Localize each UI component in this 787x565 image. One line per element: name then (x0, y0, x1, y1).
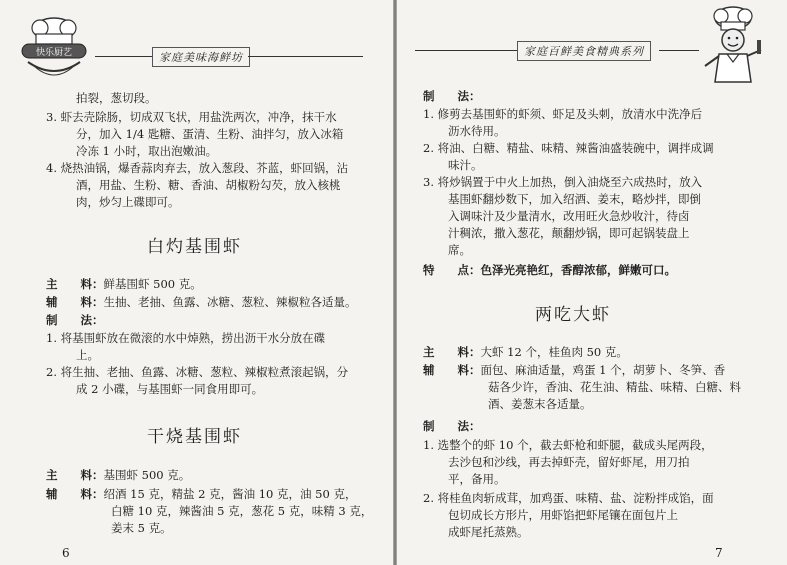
header-rule-left (415, 50, 519, 51)
method-label: 制 法： (423, 419, 481, 433)
step-line: 2. 将油、白糖、精盐、味精、辣酱油盛装碗中，调拌成调 (423, 141, 714, 155)
feature-label: 特 点： (423, 263, 481, 277)
aux-ingredient-text: 酒、姜葱末各适量。 (488, 397, 592, 411)
header-title: 家庭百鲜美食精典系列 (517, 41, 651, 61)
page-number: 7 (715, 546, 723, 560)
aux-ingredient-text: 姜末 5 克。 (111, 521, 172, 535)
method-label: 制 法： (46, 313, 104, 327)
aux-ingredient-text: 绍酒 15 克，精盐 2 克，酱油 10 克，油 50 克， (103, 487, 357, 501)
aux-ingredient-text: 白糖 10 克，辣酱油 5 克，葱花 5 克，味精 3 克， (111, 504, 373, 518)
chef-hat-logo-icon (18, 14, 90, 84)
step-line: 包切成长方形片，用虾馅把虾尾镶在面包片上 (448, 508, 678, 522)
text-line: 肉，炒匀上碟即可。 (76, 195, 180, 209)
step-line: 2. 将桂鱼肉斩成茸，加鸡蛋、味精、盐、淀粉拌成馅，面 (423, 491, 714, 505)
main-ingredient-text: 大虾 12 个，桂鱼肉 50 克。 (480, 345, 628, 359)
main-ingredient-label: 主 料： (46, 468, 104, 482)
step-line: 入调味汁及少量清水，改用旺火急炒收汁，待卤 (448, 209, 690, 223)
text-line: 拍裂，葱切段。 (76, 91, 157, 105)
aux-ingredient-text: 面包、麻油适量，鸡蛋 1 个，胡萝卜、冬笋、香 (480, 363, 726, 377)
section-title: 白灼基围虾 (147, 237, 242, 257)
step-line: 汁稠浓，撒入葱花，颠翻炒锅，即可起锅装盘上 (448, 226, 690, 240)
step-line: 2. 将生抽、老抽、鱼露、冰糖、葱粒、辣椒粒煮滚起锅，分 (46, 365, 349, 379)
feature-text: 色泽光亮艳红，香醇浓郁，鲜嫩可口。 (480, 263, 676, 277)
main-ingredient-text: 基围虾 500 克。 (103, 468, 191, 482)
aux-ingredient-text: 菇各少许，香油、花生油、精盐、味精、白糖、料 (488, 380, 741, 394)
step-line: 席。 (448, 243, 471, 257)
step-line: 成 2 小碟，与基围虾一同食用即可。 (76, 382, 264, 396)
aux-ingredient-label: 辅 料： (423, 363, 481, 377)
header-title: 家庭美味海鲜坊 (152, 47, 250, 67)
page-number: 6 (62, 546, 70, 560)
step-line: 平，备用。 (448, 472, 506, 486)
main-ingredient-text: 鲜基围虾 500 克。 (103, 277, 202, 291)
method-label: 制 法： (423, 89, 481, 103)
logo-text: 快乐厨艺 (35, 48, 73, 58)
step-line: 上。 (76, 348, 99, 362)
header-rule-left (95, 56, 153, 57)
main-ingredient-label: 主 料： (423, 345, 481, 359)
step-line: 1. 将基围虾放在微滚的水中焯熟，捞出沥干水分放在碟 (46, 331, 326, 345)
step-line: 1. 选整个的虾 10 个，截去虾枪和虾腿，截成头尾两段， (423, 438, 713, 452)
text-line: 酒，用盐、生粉、糖、香油、胡椒粉勾芡，放入核桃 (76, 178, 341, 192)
step-line: 味汁。 (448, 158, 483, 172)
header-rule-right (248, 56, 363, 57)
text-line: 冷冻 1 小时，取出泡嫩油。 (76, 144, 218, 158)
text-line: 3. 虾去壳除肠，切成双飞状，用盐洗两次，冲净，抹干水 (46, 110, 337, 124)
step-line: 成虾尾托蒸熟。 (448, 525, 529, 539)
aux-ingredient-text: 生抽、老抽、鱼露、冰糖、葱粒、辣椒粒各适量。 (103, 295, 357, 309)
step-line: 沥水待用。 (448, 124, 506, 138)
left-page (0, 0, 393, 565)
section-title: 两吃大虾 (535, 305, 611, 325)
aux-ingredient-label: 辅 料： (46, 295, 104, 309)
text-line: 分，加入 1/4 匙糖、蛋清、生粉、油拌匀，放入冰箱 (76, 127, 344, 141)
right-page (397, 0, 787, 565)
text-line: 4. 烧热油锅，爆香蒜肉弃去，放入葱段、芥蓝，虾回锅，沾 (46, 161, 349, 175)
aux-ingredient-label: 辅 料： (46, 487, 104, 501)
chef-mascot-icon (697, 4, 769, 84)
section-title: 干烧基围虾 (147, 427, 242, 447)
step-line: 基围虾翻炒数下，加入绍酒、姜末，略炒拌，即倒 (448, 192, 701, 206)
step-line: 1. 修剪去基围虾的虾须、虾足及头刺，放清水中洗净后 (423, 107, 703, 121)
header-rule-right (659, 50, 699, 51)
step-line: 去沙包和沙线，再去掉虾壳，留好虾尾，用刀拍 (448, 455, 690, 469)
step-line: 3. 将炒锅置于中火上加热，倒入油烧至六成热时，放入 (423, 175, 703, 189)
main-ingredient-label: 主 料： (46, 277, 104, 291)
